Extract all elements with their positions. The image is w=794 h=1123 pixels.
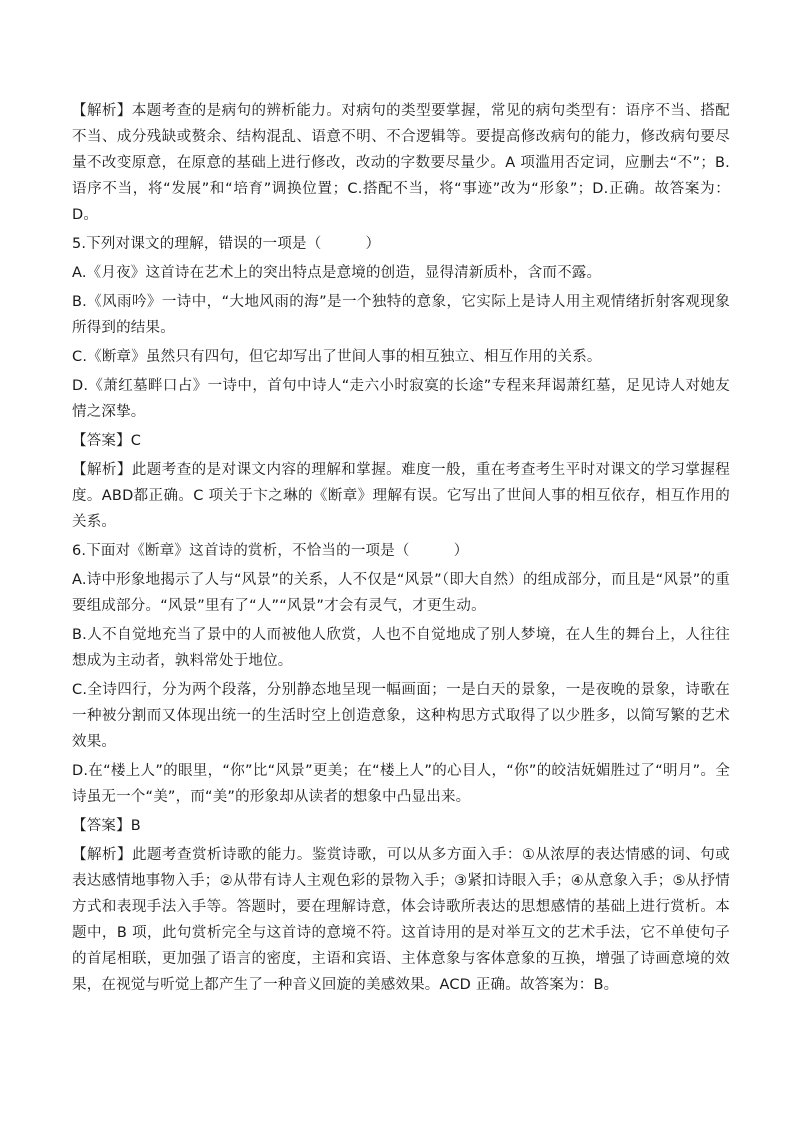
question-5-option-b: B.《风雨吟》一诗中，“大地风雨的海”是一个独特的意象，它实际上是诗人用主观情绪折射客观现象所得到的结果。 <box>72 294 730 336</box>
analysis-paragraph: 【解析】此题考查的是对课文内容的理解和掌握。难度一般，重在考查考生平时对课文的学习掌握程度。ABD都正确。C 项关于卞之琳的《断章》理解有误。它写出了世间人事的相互依存，相互作用的关系。 <box>72 462 730 530</box>
analysis-paragraph: 【解析】本题考查的是病句的辨析能力。对病句的类型要掌握，常见的病句类型有：语序不当、搭配不当、成分残缺或赘余、结构混乱、语意不明、不合逻辑等。要提高修改病句的能力，修改病句要尽量不改变原意，在原意的基础上进行修改，改动的字数要尽量少。A 项滥用否定词，应删去“不”；B.语序不当，将“发展”和“培育”调换位置；C.搭配不当，将“事迹”改为“形象”；D.正确。故答案为：D。 <box>72 103 730 223</box>
question-6-option-b: B.人不自觉地充当了景中的人而被他人欣赏，人也不自觉地成了别人梦境，在人生的舞台上，人往往想成为主动者，孰料常处于地位。 <box>72 627 730 669</box>
question-5-option-a: A.《月夜》这首诗在艺术上的突出特点是意境的创造，显得清新质朴，含而不露。 <box>72 265 602 281</box>
answer-label: 【答案】B <box>72 818 141 834</box>
question-6: 6.下面对《断章》这首诗的赏析，不恰当的一项是（ ） <box>72 543 469 559</box>
answer-label: 【答案】C <box>72 433 142 449</box>
analysis-paragraph: 【解析】此题考查赏析诗歌的能力。鉴赏诗歌，可以从多方面入手：①从浓厚的表达情感的词、句或表达感情地事物入手；②从带有诗人主观色彩的景物入手；③紧扣诗眼入手；④从意象入手；⑤从抒情方式和表现手法入手等。答题时，要在理解诗意，体会诗歌所表达的思想感情的基础上进行赏析。本题中，B 项，此句赏析完全与这首诗的意境不符。这首诗用的是对举互文的艺术手法，它不单使句子的首尾相联，更加强了语言的密度，主语和宾语、主体意象与客体意象的互换，增强了诗画意境的效果，在视觉与听觉上都产生了一种音义回旋的美感效果。ACD 正确。故答案为：B。 <box>72 847 730 993</box>
question-6-option-a: A.诗中形象地揭示了人与“风景”的关系，人不仅是“风景”（即大自然）的组成部分，而且是“风景”的重要组成部分。“风景”里有了“人”“风景”才会有灵气，才更生动。 <box>72 572 730 614</box>
question-5-option-c: C.《断章》虽然只有四句，但它却写出了世间人事的相互独立、相互作用的关系。 <box>72 349 602 365</box>
question-5: 5.下列对课文的理解，错误的一项是（ ） <box>72 236 381 252</box>
question-5-option-d: D.《萧红墓畔口占》一诗中，首句中诗人“走六小时寂寞的长途”专程来拜谒萧红墓，足见诗人对她友情之深挚。 <box>72 378 730 420</box>
question-6-option-c: C.全诗四行，分为两个段落，分别静态地呈现一幅画面；一是白天的景象，一是夜晚的景象，诗歌在一种被分割而又体现出统一的生活时空上创造意象，这种构思方式取得了以少胜多，以简写繁的艺术效果。 <box>72 682 730 750</box>
question-6-option-d: D.在“楼上人”的眼里，“你”比“风景”更美；在“楼上人”的心目人，“你”的皎洁妩媚胜过了“明月”。全诗虽无一个“美”，而“美”的形象却从读者的想象中凸显出来。 <box>72 763 730 805</box>
